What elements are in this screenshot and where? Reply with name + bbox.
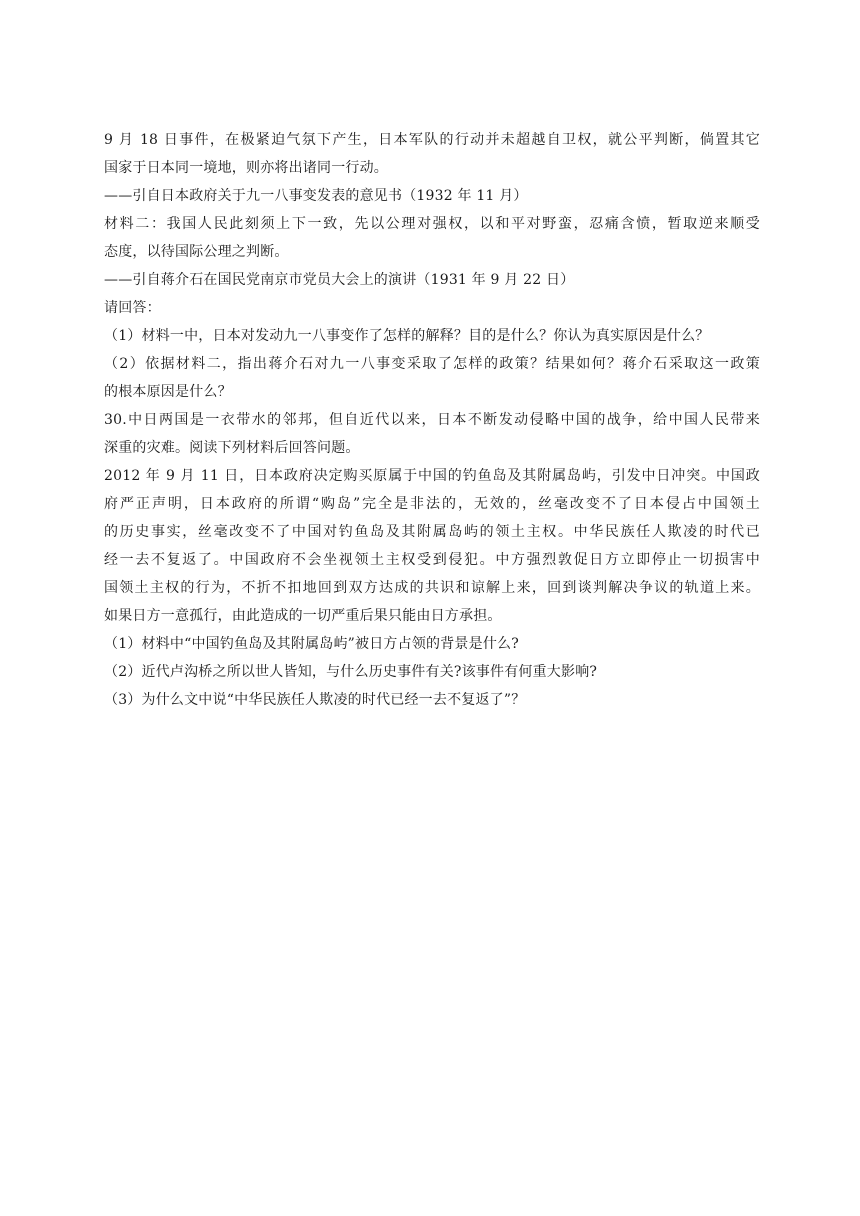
material-one-text-line-1: 9 月 18 日事件，在极紧迫气氛下产生，日本军队的行动并未超越自卫权，就公平判断，倘置其它	[104, 132, 760, 148]
question-30-material-line-3: 的历史事实，丝毫改变不了中国对钓鱼岛及其附属岛屿的领土主权。中华民族任人欺凌的时代已	[104, 524, 760, 540]
question-30-material-line-4: 经一去不复返了。中国政府不会坐视领土主权受到侵犯。中方强烈敦促日方立即停止一切损害中	[104, 552, 760, 568]
question-30-intro-line-2: 深重的灾难。阅读下列材料后回答问题。	[104, 440, 360, 456]
question-29-2-line-2: 的根本原因是什么？	[104, 384, 232, 400]
question-30-1: （1）材料中“中国钓鱼岛及其附属岛屿”被日方占领的背景是什么?	[104, 636, 519, 652]
material-two-text-line-2: 态度，以待国际公理之判断。	[104, 244, 289, 260]
question-30-material-line-5: 国领土主权的行为，不折不扣地回到双方达成的共识和谅解上来，回到谈判解决争议的轨道上来。	[104, 580, 760, 596]
question-30-material-line-1: 2012 年 9 月 11 日，日本政府决定购买原属于中国的钓鱼岛及其附属岛屿，引发中日冲突。中国政	[104, 468, 760, 484]
question-30-material-line-6: 如果日方一意孤行，由此造成的一切严重后果只能由日方承担。	[104, 608, 502, 624]
material-one-text-line-2: 国家于日本同一境地，则亦将出诸同一行动。	[104, 160, 388, 176]
question-30-material-line-2: 府严正声明，日本政府的所谓“购岛”完全是非法的，无效的，丝毫改变不了日本侵占中国领土	[104, 496, 760, 512]
question-30-2: （2）近代卢沟桥之所以世人皆知，与什么历史事件有关?该事件有何重大影响?	[104, 664, 598, 680]
question-29-2-line-1: （2）依据材料二，指出蒋介石对九一八事变采取了怎样的政策？结果如何？蒋介石采取这一政策	[104, 356, 760, 372]
answer-prompt: 请回答：	[104, 300, 161, 316]
material-one-source: ——引自日本政府关于九一八事变发表的意见书（1932 年 11 月）	[104, 188, 528, 204]
material-two-text-line-1: 材料二：我国人民此刻须上下一致，先以公理对强权，以和平对野蛮，忍痛含愤，暂取逆来顺受	[104, 216, 760, 232]
question-29-1: （1）材料一中，日本对发动九一八事变作了怎样的解释？目的是什么？你认为真实原因是什么？	[104, 328, 710, 344]
material-two-source: ——引自蒋介石在国民党南京市党员大会上的演讲（1931 年 9 月 22 日）	[104, 272, 575, 288]
question-30-intro-line-1: 30.中日两国是一衣带水的邻邦，但自近代以来，日本不断发动侵略中国的战争，给中国人民带来	[104, 412, 760, 428]
question-30-3: （3）为什么文中说“中华民族任人欺凌的时代已经一去不复返了”？	[104, 692, 526, 708]
document-body	[104, 126, 760, 714]
